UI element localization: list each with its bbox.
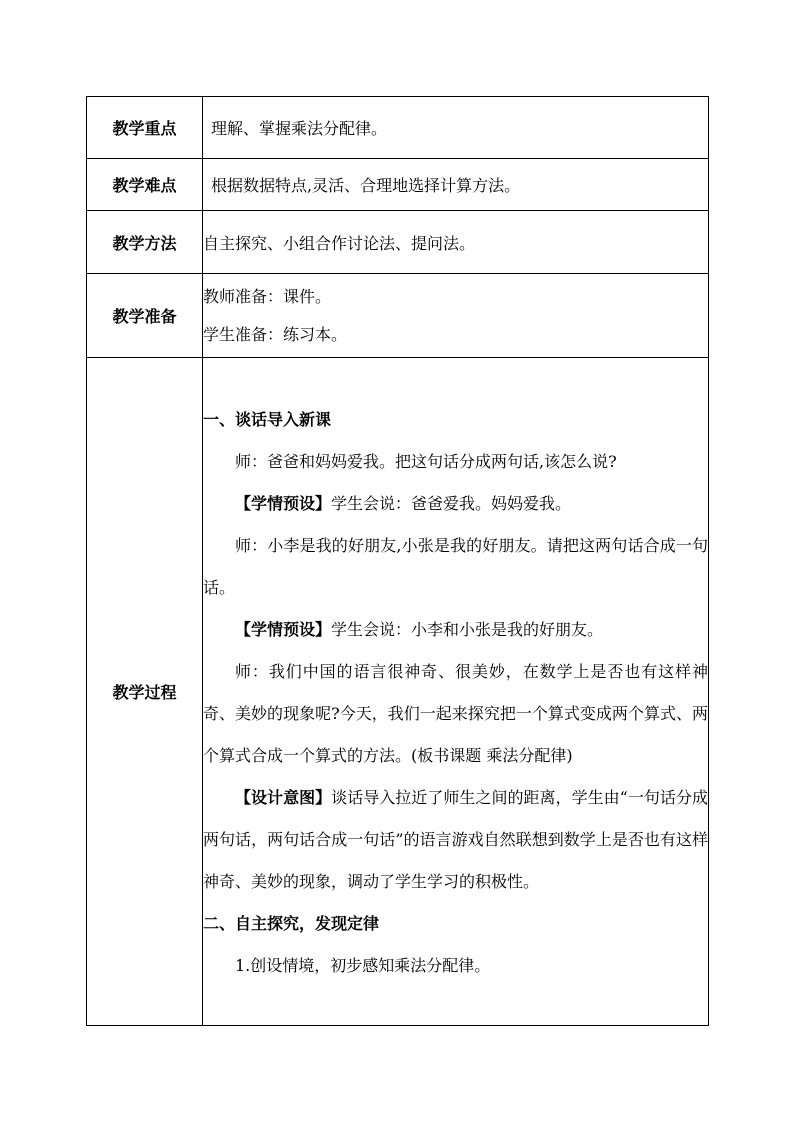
row-label: 教学难点 — [87, 159, 203, 211]
tag-label: 【学情预设】 — [235, 619, 332, 639]
row-label: 教学过程 — [87, 358, 203, 1026]
key-points-text: 理解、掌握乘法分配律。 — [211, 119, 388, 138]
row-difficulties — [87, 159, 709, 211]
teacher-prep: 教师准备：课件。 — [203, 286, 332, 306]
paragraph-text: 学生会说：爸爸爱我。妈妈爱我。 — [331, 493, 572, 513]
student-prep: 学生准备：练习本。 — [203, 324, 348, 344]
row-content — [203, 274, 709, 358]
section-heading: 二、自主探究，发现定律 — [203, 913, 380, 933]
tag-label: 【学情预设】 — [235, 493, 332, 513]
paragraph — [203, 609, 708, 651]
row-content — [203, 159, 709, 211]
paragraph: 师：小李是我的好朋友,小张是我的好朋友。请把这两句话合成一句话。 — [203, 535, 708, 597]
paragraph: 师：爸爸和妈妈爱我。把这句话分成两句话,该怎么说? — [235, 451, 617, 471]
paragraph — [203, 777, 708, 903]
row-label: 教学方法 — [87, 211, 203, 274]
paragraph-text: 谈话导入拉近了师生之间的距离，学生由“一句话分成两句话，两句话合成一句话”的语言游戏自然联想到数学上是否也有这样神奇、美妙的现象，调动了学生学习的积极性。 — [203, 787, 708, 891]
paragraph — [203, 483, 708, 525]
row-methods — [87, 211, 709, 274]
row-process — [87, 358, 709, 1026]
paragraph-text: 学生会说：小李和小张是我的好朋友。 — [331, 619, 604, 639]
row-content: 自主探究、小组合作讨论法、提问法。 — [203, 211, 709, 274]
process-content — [203, 358, 709, 1026]
row-label: 教学重点 — [87, 97, 203, 159]
row-content — [203, 97, 709, 159]
section-heading: 一、谈话导入新课 — [203, 409, 332, 429]
difficulties-text: 根据数据特点,灵活、合理地选择计算方法。 — [211, 176, 521, 195]
tag-label: 【设计意图】 — [235, 787, 332, 807]
row-key-points — [87, 97, 709, 159]
paragraph: 1.创设情境，初步感知乘法分配律。 — [235, 955, 491, 975]
lesson-plan-table — [86, 96, 709, 1026]
paragraph: 师：我们中国的语言很神奇、很美妙，在数学上是否也有这样神奇、美妙的现象呢?今天，我们一起来探究把一个算式变成两个算式、两个算式合成一个算式的方法。(板书课题 乘法分配律) — [203, 661, 708, 765]
row-label: 教学准备 — [87, 274, 203, 358]
row-preparation — [87, 274, 709, 358]
